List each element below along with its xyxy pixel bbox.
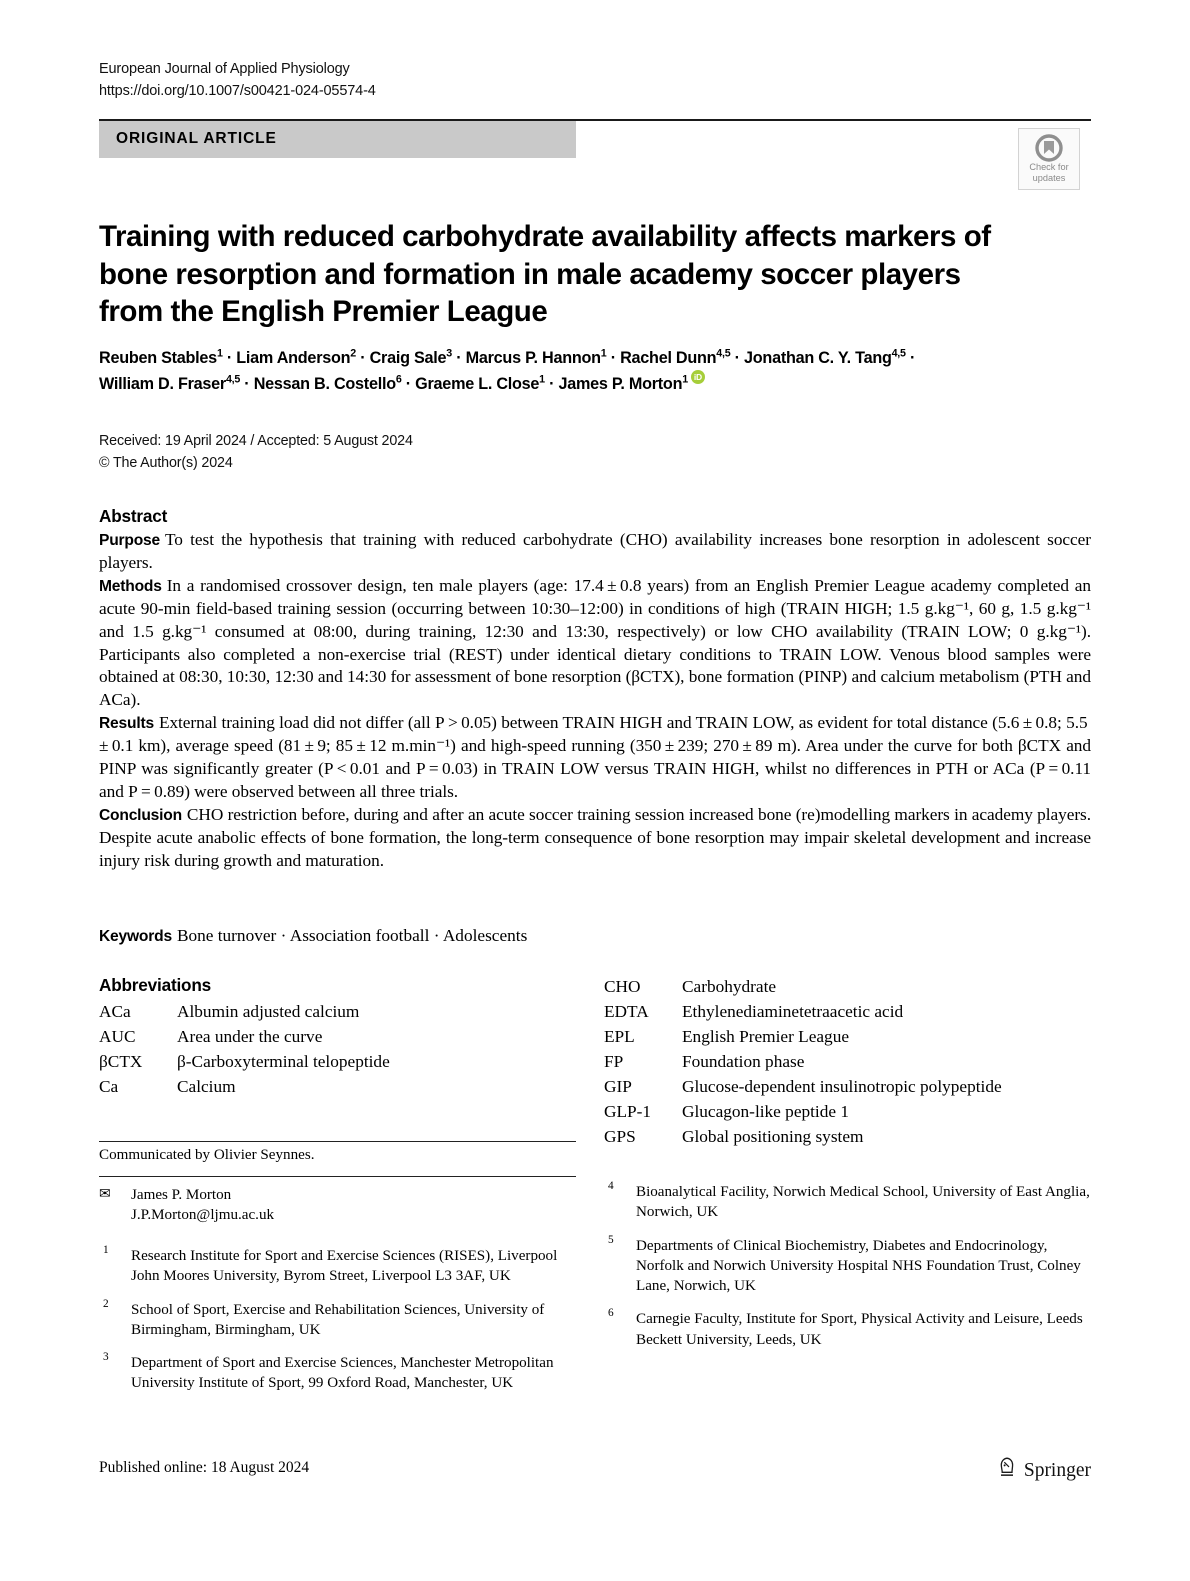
abbreviation-key: Ca bbox=[99, 1076, 119, 1096]
abbreviation-value: Glucagon-like peptide 1 bbox=[682, 1101, 849, 1121]
abstract-purpose-label: Purpose bbox=[99, 532, 160, 549]
abbreviation-key: GLP-1 bbox=[604, 1101, 652, 1121]
abstract-section bbox=[99, 506, 1091, 873]
affiliations-right-column bbox=[604, 1182, 1091, 1363]
abbreviation-key: GPS bbox=[604, 1126, 636, 1146]
abbreviation-key: AUC bbox=[99, 1026, 136, 1046]
abbreviation-value: Calcium bbox=[177, 1076, 236, 1096]
corresponding-author-name: James P. Morton bbox=[131, 1187, 232, 1203]
springer-knight-icon bbox=[997, 1456, 1017, 1485]
affiliations-left-column bbox=[99, 1246, 576, 1407]
author-line-2: William D. Fraser$^{4,5}$ · Nessan B. Costello$^6$ · Graeme L. Close$^1$ · James P. Morton$^1$iD bbox=[99, 371, 1039, 397]
affiliation-number: 4 bbox=[608, 1180, 614, 1192]
abstract-purpose-text: To test the hypothesis that training with reduced carbohydrate (CHO) availability increases bone resorption in adolescent soccer players. bbox=[99, 530, 1091, 572]
abbreviation-row bbox=[99, 1050, 576, 1075]
orcid-icon[interactable] bbox=[691, 370, 705, 384]
publication-dates bbox=[99, 430, 413, 474]
affiliation-number: 3 bbox=[103, 1351, 109, 1364]
abbreviations-heading: Abbreviations bbox=[99, 975, 212, 995]
abbreviation-key: EDTA bbox=[604, 1001, 649, 1021]
affiliation-item bbox=[99, 1246, 576, 1287]
abstract-conclusion-text: CHO restriction before, during and after an acute soccer training session increased bone (re)modelling markers in academy players. Despite acute anabolic effects of bone formation, the long-term consequence of bone resorption may impair skeletal development and increase injury risk during growth and maturation. bbox=[99, 804, 1091, 870]
affiliation-text: Departments of Clinical Biochemistry, Diabetes and Endocrinology, Norfolk and Norwich University Hospital NHS Foundation Trust, Colney Lane, Norwich, UK bbox=[636, 1237, 1081, 1295]
publisher-name: Springer bbox=[1023, 1459, 1091, 1481]
abbreviation-row bbox=[604, 1025, 1091, 1050]
affiliation-item bbox=[604, 1309, 1091, 1350]
abbreviation-value: Albumin adjusted calcium bbox=[177, 1002, 360, 1021]
page-title: Training with reduced carbohydrate availability affects markers of bone resorption and formation in male academy soccer players from the English Premier League bbox=[99, 219, 991, 329]
abstract-conclusion bbox=[99, 804, 1091, 873]
abstract-methods-text: In a randomised crossover design, ten male players (age: 17.4 ± 0.8 years) from an English Premier League academy completed an acute 90-min field-based training session (occurring between 10:30–12:00) in conditions of high (TRAIN HIGH; 1.5 g.kg⁻¹, 60 g, 1.5 g.kg⁻¹ and 1.5 g.kg⁻¹ consumed at 08:00, during training, 12:30 and 13:30, respectively) or low CHO availability (TRAIN LOW; 0 g.kg⁻¹). Participants also completed a non-exercise trial (REST) under identical dietary conditions to TRAIN LOW. Venous blood samples were obtained at 08:30, 10:30, 12:30 and 14:30 for assessment of bone resorption (βCTX), bone formation (PINP) and calcium metabolism (PTH and ACa). bbox=[99, 575, 1091, 710]
page-content bbox=[99, 0, 1091, 1581]
abstract-results-label: Results bbox=[99, 715, 154, 733]
author-list bbox=[99, 345, 1039, 397]
journal-name: European Journal of Applied Physiology bbox=[99, 61, 350, 77]
author-line-1: Reuben Stables$^1$ · Liam Anderson$^2$ · Craig Sale$^3$ · Marcus P. Hannon$^1$ · Rachel Dunn$^{4,5}$ · Jonathan C. Y. Tang$^{4,5}$ · bbox=[99, 347, 916, 367]
affiliation-text: Bioanalytical Facility, Norwich Medical School, University of East Anglia, Norwich, UK bbox=[636, 1184, 1090, 1221]
corresponding-author-email[interactable]: J.P.Morton@ljmu.ac.uk bbox=[131, 1207, 275, 1224]
abbreviation-key: EPL bbox=[604, 1026, 635, 1046]
abbreviation-key: CHO bbox=[604, 977, 641, 996]
copyright-line: © The Author(s) 2024 bbox=[99, 455, 233, 472]
abbreviation-row bbox=[604, 1050, 1091, 1075]
abbreviation-row bbox=[604, 1000, 1091, 1025]
abstract-heading: Abstract bbox=[99, 506, 168, 526]
abbreviation-row bbox=[99, 1075, 576, 1100]
received-accepted: Received: 19 April 2024 / Accepted: 5 August 2024 bbox=[99, 433, 413, 449]
abstract-results bbox=[99, 712, 1091, 804]
abstract-methods-label: Methods bbox=[99, 577, 162, 595]
abbreviation-row bbox=[604, 1100, 1091, 1125]
abstract-methods bbox=[99, 575, 1091, 712]
abbreviation-value: Foundation phase bbox=[682, 1051, 805, 1071]
doi-link[interactable]: https://doi.org/10.1007/s00421-024-05574-4 bbox=[99, 83, 376, 100]
envelope-icon: ✉ bbox=[99, 1187, 111, 1202]
affiliation-item bbox=[99, 1297, 576, 1341]
abbreviations-right-column bbox=[604, 975, 1091, 1150]
abbreviation-value: Ethylenediaminetetraacetic acid bbox=[682, 1001, 904, 1021]
keywords-text: Bone turnover · Association football · Adolescents bbox=[176, 926, 528, 945]
affiliation-item bbox=[604, 1182, 1091, 1223]
masthead bbox=[99, 58, 376, 103]
abstract-conclusion-label: Conclusion bbox=[99, 806, 182, 824]
abbreviation-value: Glucose-dependent insulinotropic polypeptide bbox=[682, 1076, 1002, 1096]
affiliation-item bbox=[604, 1233, 1091, 1297]
affiliation-text: Research Institute for Sport and Exercise Sciences (RISES), Liverpool John Moores University, Byrom Street, Liverpool L3 3AF, UK bbox=[131, 1248, 558, 1285]
footnote-divider-bottom bbox=[99, 1176, 576, 1177]
affiliation-text: Department of Sport and Exercise Sciences, Manchester Metropolitan University Institute of Sport, 99 Oxford Road, Manchester, UK bbox=[131, 1355, 554, 1392]
abbreviation-row bbox=[604, 975, 1091, 1000]
abstract-results-text: External training load did not differ (all P > 0.05) between TRAIN HIGH and TRAIN LOW, as evident for total distance (5.6 ± 0.8; 5.5 ± 0.1 km), average speed (81 ± 9; 85 ± 12 m.min⁻¹) and high-speed running (350 ± 239; 270 ± 89 m). Area under the curve for both βCTX and PINP was significantly greater (P < 0.01 and P = 0.03) in TRAIN LOW versus TRAIN HIGH, whilst no differences in PTH or ACa (P = 0.11 and P = 0.89) were observed between all three trials. bbox=[99, 713, 1091, 801]
badge-line-2: updates bbox=[1032, 172, 1066, 183]
abbreviation-row bbox=[99, 1025, 576, 1050]
affiliation-text: School of Sport, Exercise and Rehabilitation Sciences, University of Birmingham, Birmingham, UK bbox=[131, 1301, 545, 1338]
abbreviation-key: ACa bbox=[99, 1002, 131, 1021]
abbreviation-key: βCTX bbox=[99, 1051, 143, 1071]
article-type-band bbox=[99, 121, 576, 158]
abbreviation-key: FP bbox=[604, 1051, 624, 1071]
affiliation-item bbox=[99, 1353, 576, 1394]
abbreviation-value: English Premier League bbox=[682, 1026, 849, 1046]
keywords-label: Keywords bbox=[99, 928, 172, 945]
affiliation-number: 5 bbox=[608, 1233, 614, 1246]
abbreviation-row bbox=[604, 1125, 1091, 1150]
abbreviation-row bbox=[604, 1075, 1091, 1100]
affiliation-number: 1 bbox=[103, 1244, 109, 1256]
corresponding-author bbox=[99, 1185, 576, 1226]
affiliation-text: Carnegie Faculty, Institute for Sport, Physical Activity and Leisure, Leeds Beckett University, Leeds, UK bbox=[636, 1311, 1083, 1348]
affiliation-number: 2 bbox=[103, 1297, 109, 1310]
published-online: Published online: 18 August 2024 bbox=[99, 1459, 310, 1476]
abbreviation-key: GIP bbox=[604, 1076, 632, 1096]
keywords-section bbox=[99, 925, 1091, 948]
badge-line-1: Check for bbox=[1029, 162, 1069, 172]
article-type-label: ORIGINAL ARTICLE bbox=[116, 130, 277, 147]
abbreviation-value: Carbohydrate bbox=[682, 977, 777, 996]
abbreviation-value: β-Carboxyterminal telopeptide bbox=[177, 1051, 390, 1071]
footnote-divider-top bbox=[99, 1141, 576, 1142]
abbreviation-value: Area under the curve bbox=[177, 1026, 323, 1046]
publisher-logo bbox=[997, 1456, 1091, 1485]
affiliation-number: 6 bbox=[608, 1307, 614, 1320]
communicated-by: Communicated by Olivier Seynnes. bbox=[99, 1147, 315, 1163]
check-for-updates-text bbox=[1019, 162, 1079, 183]
abstract-purpose bbox=[99, 529, 1091, 575]
abbreviation-value: Global positioning system bbox=[682, 1126, 864, 1146]
abbreviations-left-column bbox=[99, 975, 576, 1100]
abbreviation-row bbox=[99, 1000, 576, 1025]
check-for-updates-badge[interactable] bbox=[1018, 128, 1080, 190]
